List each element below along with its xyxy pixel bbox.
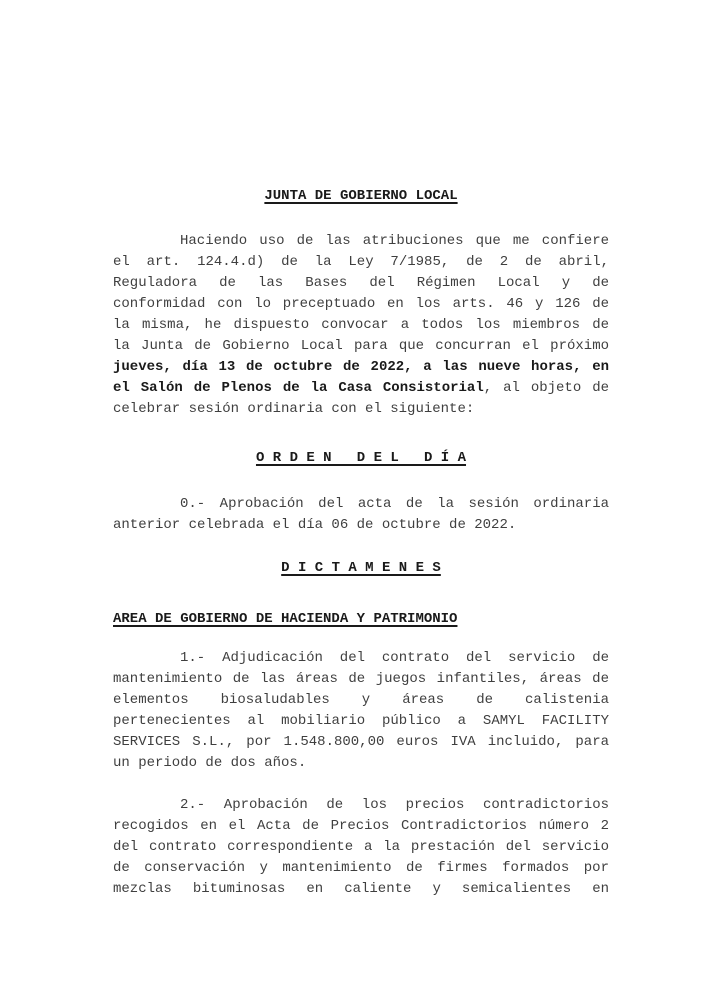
heading-text: O R D E N D E L D Í A: [255, 450, 467, 466]
text-line: [113, 795, 609, 816]
text-line: [113, 669, 609, 690]
text-run: 1.- Adjudicación del contrato del servicio de: [180, 650, 609, 666]
area-gobierno-heading: [113, 609, 609, 630]
text-line: [113, 816, 609, 837]
text-line: [113, 294, 609, 315]
text-run: elementos biosaludables y áreas de calistenia: [113, 692, 609, 708]
text-line: [113, 753, 609, 774]
text-run: conformidad con lo preceptuado en los arts. 46 y 126 de: [113, 296, 609, 312]
text-run: , al objeto de: [483, 380, 609, 396]
text-line: [113, 378, 609, 399]
bold-text-run: el Salón de Plenos de la Casa Consistorial: [113, 380, 484, 396]
text-line: [113, 858, 609, 879]
text-run: celebrar sesión ordinaria con el siguiente:: [113, 401, 475, 417]
text-line: [113, 711, 609, 732]
text-run: recogidos en el Acta de Precios Contradictorios número 2: [113, 818, 609, 834]
text-line: [113, 879, 609, 900]
text-run: mantenimiento de las áreas de juegos infantiles, áreas de: [113, 671, 609, 687]
document-title: [113, 186, 609, 207]
heading-text: AREA DE GOBIERNO DE HACIENDA Y PATRIMONIO: [113, 611, 458, 627]
text-run: mezclas bituminosas en caliente y semicalientes en: [113, 881, 609, 897]
orden-del-dia-heading: [113, 448, 609, 469]
item-2-paragraph: [113, 795, 609, 900]
dictamenes-heading: [113, 558, 609, 579]
text-line: [113, 690, 609, 711]
item-0-paragraph: [113, 494, 609, 536]
text-line: [113, 252, 609, 273]
text-line: [113, 315, 609, 336]
text-run: la misma, he dispuesto convocar a todos los miembros de: [113, 317, 609, 333]
text-run: anterior celebrada el día 06 de octubre de 2022.: [113, 517, 517, 533]
text-line: [113, 648, 609, 669]
text-line: [113, 732, 609, 753]
bold-text-run: jueves, día 13 de octubre de 2022, a las nueve horas, en: [113, 359, 609, 375]
intro-paragraph: [113, 231, 609, 420]
text-line: [113, 515, 609, 536]
text-line: [113, 231, 609, 252]
text-line: [113, 273, 609, 294]
text-line: [113, 399, 609, 420]
text-run: la Junta de Gobierno Local para que concurran el próximo: [113, 338, 609, 354]
text-run: 2.- Aprobación de los precios contradictorios: [180, 797, 609, 813]
text-line: [113, 837, 609, 858]
text-run: Reguladora de las Bases del Régimen Local y de: [113, 275, 609, 291]
text-run: el art. 124.4.d) de la Ley 7/1985, de 2 de abril,: [113, 254, 609, 270]
heading-text: JUNTA DE GOBIERNO LOCAL: [264, 188, 458, 204]
text-run: 0.- Aprobación del acta de la sesión ordinaria: [180, 496, 609, 512]
text-line: [113, 336, 609, 357]
text-run: SERVICES S.L., por 1.548.800,00 euros IVA incluido, para: [113, 734, 609, 750]
text-run: un periodo de dos años.: [113, 755, 307, 771]
item-1-paragraph: [113, 648, 609, 774]
text-run: Haciendo uso de las atribuciones que me confiere: [180, 233, 609, 249]
text-run: de conservación y mantenimiento de firmes formados por: [113, 860, 609, 876]
text-line: [113, 494, 609, 515]
text-run: pertenecientes al mobiliario público a SAMYL FACILITY: [113, 713, 609, 729]
text-line: [113, 357, 609, 378]
heading-text: D I C T A M E N E S: [281, 560, 441, 576]
text-run: del contrato correspondiente a la prestación del servicio: [113, 839, 609, 855]
